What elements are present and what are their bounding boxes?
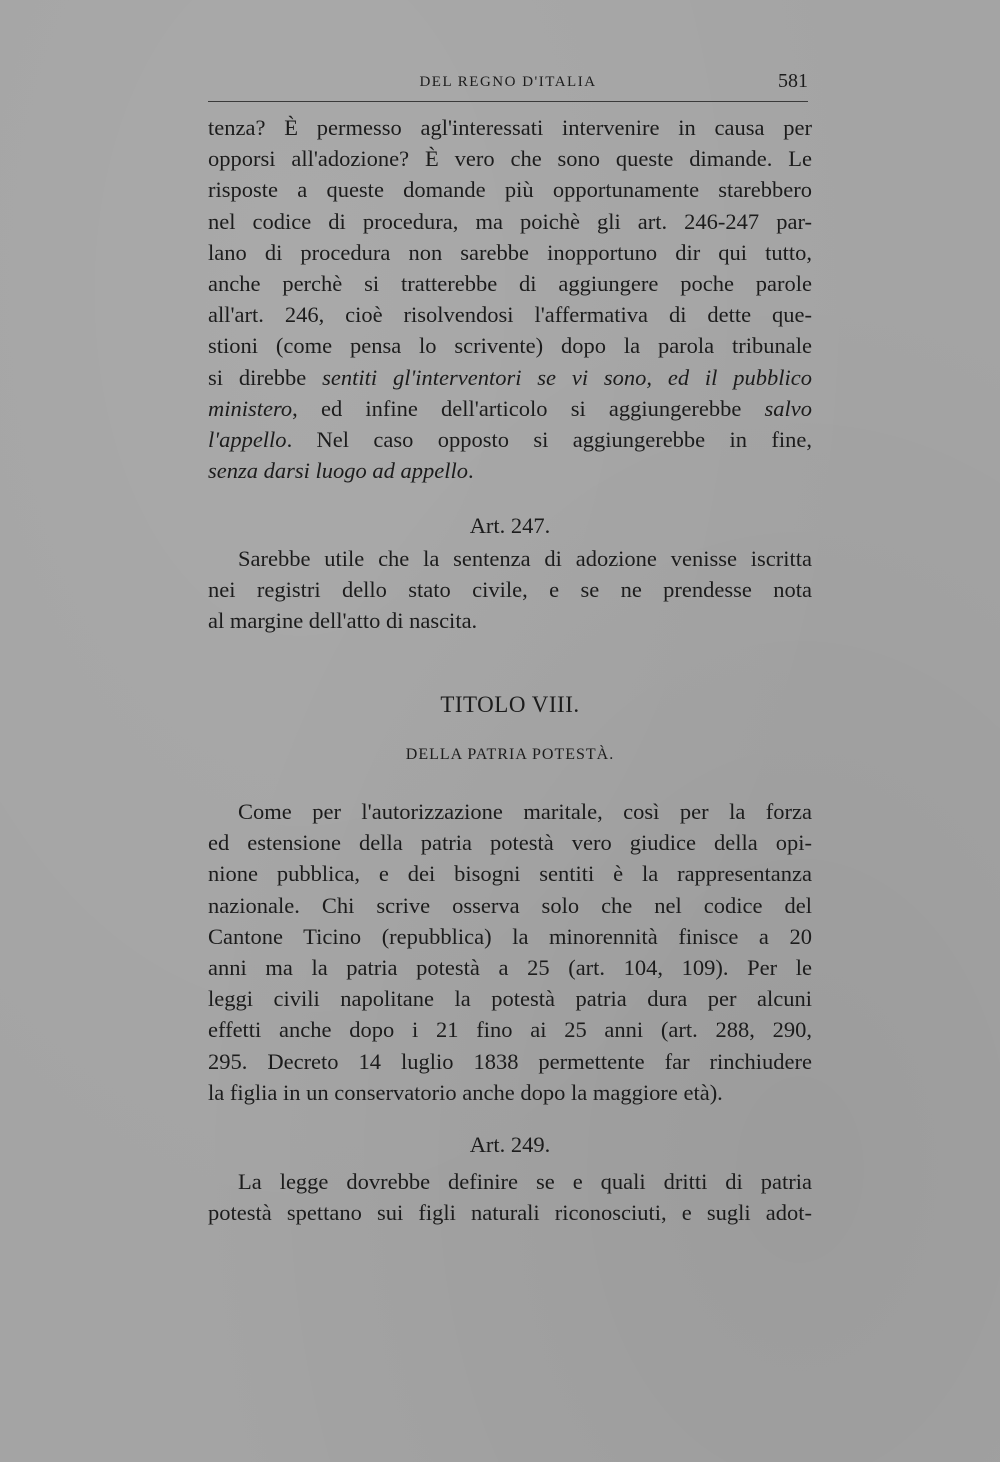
paragraph-patria-potesta	[208, 796, 812, 1108]
italic-text: salvo	[764, 395, 812, 421]
text-fragment: .	[468, 458, 474, 484]
text-line: nione pubblica, e dei bisogni sentiti è la rappresentanza	[208, 861, 812, 887]
article-heading: Art. 247.	[469, 513, 551, 538]
article-heading: Art. 249.	[469, 1132, 551, 1157]
text-line: nel codice di procedura, ma poichè gli art. 246-247 par-	[208, 208, 812, 234]
paragraph-art-247	[208, 543, 812, 637]
text-line: tenza? È permesso agl'interessati intervenire in causa per	[208, 115, 812, 140]
text-line: potestà spettano sui figli naturali riconosciuti, e sugli adot-	[208, 1200, 812, 1226]
text-fragment: , ed infine dell'articolo si aggiungerebbe	[292, 395, 765, 421]
text-line: nei registri dello stato civile, e se ne prendesse nota	[208, 577, 812, 603]
italic-text: sentiti gl'interventori se vi sono, ed il pubblico	[322, 364, 812, 390]
text-fragment: si direbbe	[208, 364, 323, 390]
text-line: Cantone Ticino (repubblica) la minorennità finisce a 20	[208, 923, 812, 949]
italic-text: l'appello	[208, 427, 287, 453]
text-line	[208, 455, 812, 486]
text-line: anche perchè si tratterebbe di aggiungere poche parole	[208, 271, 812, 297]
paragraph-art-249	[208, 1166, 812, 1228]
header-rule	[208, 101, 808, 102]
text-line: Sarebbe utile che la sentenza di adozione venisse iscritta	[238, 546, 812, 571]
text-line	[208, 362, 812, 393]
text-line: 295. Decreto 14 luglio 1838 permettente far rinchiudere	[208, 1048, 812, 1074]
italic-text: ministero	[208, 395, 293, 421]
text-line: Come per l'autorizzazione maritale, così per la forza	[238, 799, 812, 824]
text-line: effetti anche dopo i 21 fino ai 25 anni (art. 288, 290,	[208, 1017, 812, 1043]
text-line: leggi civili napolitane la potestà patria dura per alcuni	[208, 986, 812, 1012]
paragraph-adozione	[208, 112, 812, 486]
section-subheading: DELLA PATRIA POTESTÀ.	[405, 746, 615, 763]
title-heading: TITOLO VIII.	[440, 692, 580, 717]
text-line: all'art. 246, cioè risolvendosi l'affermativa di dette que-	[208, 302, 812, 328]
text-line: opporsi all'adozione? È vero che sono queste dimande. Le	[208, 146, 812, 172]
page-number: 581	[778, 70, 808, 92]
text-line: lano di procedura non sarebbe inopportuno dir qui tutto,	[208, 239, 812, 265]
text-line: stioni (come pensa lo scrivente) dopo la parola tribunale	[208, 333, 812, 359]
text-line: risposte a queste domande più opportunamente starebbero	[208, 177, 812, 203]
running-head	[208, 70, 808, 100]
text-line: nazionale. Chi scrive osserva solo che nel codice del	[208, 892, 812, 918]
text-line: La legge dovrebbe definire se e quali dritti di patria	[238, 1169, 812, 1194]
text-line	[208, 424, 812, 455]
text-line: anni ma la patria potestà a 25 (art. 104, 109). Per le	[208, 955, 812, 981]
text-line: la figlia in un conservatorio anche dopo la maggiore età).	[208, 1079, 723, 1105]
text-line: al margine dell'atto di nascita.	[208, 608, 478, 634]
italic-text: senza darsi luogo ad appello	[208, 458, 469, 484]
running-title: DEL REGNO D'ITALIA	[419, 74, 597, 90]
text-line	[208, 393, 812, 424]
text-line: ed estensione della patria potestà vero giudice della opi-	[208, 830, 812, 856]
text-fragment: . Nel caso opposto si aggiungerebbe in fine,	[286, 427, 812, 453]
